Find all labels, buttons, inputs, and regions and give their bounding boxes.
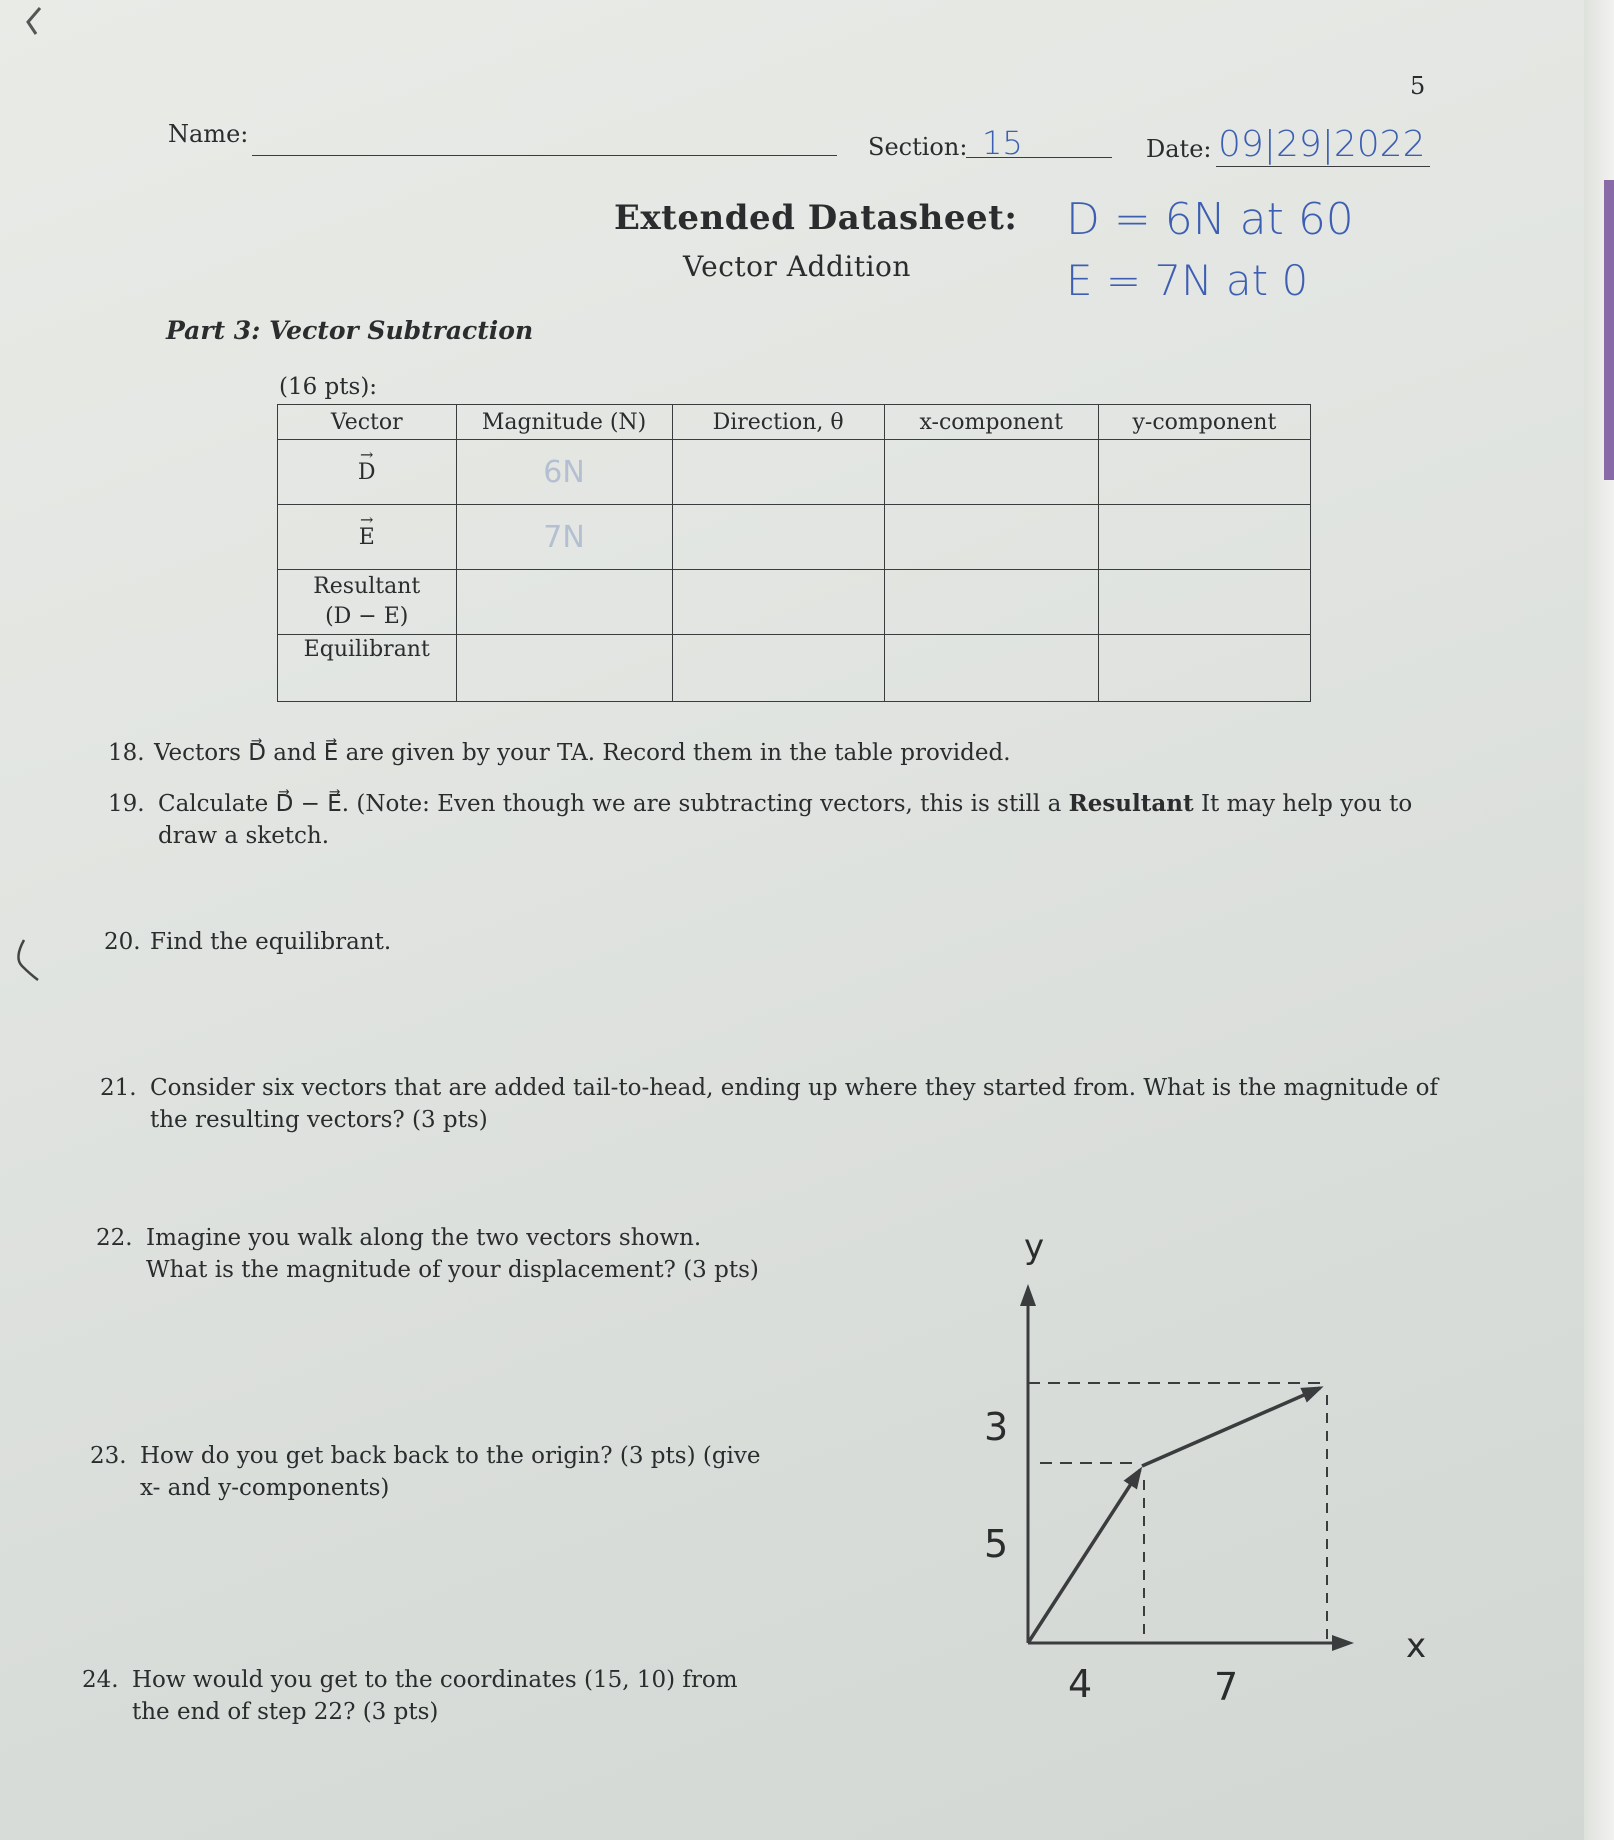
question-number: 20. bbox=[104, 929, 141, 955]
resultant-cell bbox=[278, 570, 457, 635]
question-text: Calculate D⃗ − E⃗. (Note: Even though we are subtracting vectors, this is still a Resultant It may help you to draw a sketch. bbox=[158, 790, 1413, 849]
header-magnitude: Magnitude (N) bbox=[456, 405, 672, 440]
question-19 bbox=[108, 788, 1448, 858]
margin-marks bbox=[0, 0, 60, 1000]
resultant-expression: (D − E) bbox=[325, 604, 409, 629]
page-title: Extended Datasheet: bbox=[614, 198, 1018, 238]
label-3: 3 bbox=[984, 1405, 1009, 1449]
table-header-row bbox=[278, 405, 1311, 440]
label-5: 5 bbox=[984, 1522, 1009, 1566]
vector-e-cell bbox=[278, 505, 457, 570]
x-component-cell[interactable] bbox=[884, 505, 1098, 570]
question-text: Consider six vectors that are added tail-to-head, ending up where they started from. What is the magnitude of the resulting vectors? (3 pts) bbox=[150, 1075, 1438, 1133]
magnitude-cell[interactable] bbox=[456, 440, 672, 505]
question-text: How do you get back back to the origin? (3 pts) (give x- and y-components) bbox=[140, 1443, 761, 1501]
question-number: 23. bbox=[90, 1443, 127, 1469]
y-component-cell[interactable] bbox=[1098, 505, 1310, 570]
vector-diagram bbox=[960, 1220, 1430, 1740]
y-component-cell[interactable] bbox=[1098, 635, 1310, 702]
table-row bbox=[278, 505, 1311, 570]
y-component-cell[interactable] bbox=[1098, 570, 1310, 635]
question-number: 18. bbox=[108, 740, 145, 766]
question-number: 24. bbox=[82, 1667, 119, 1693]
question-number: 21. bbox=[100, 1075, 137, 1101]
magnitude-cell[interactable] bbox=[456, 635, 672, 702]
header-y-component: y-component bbox=[1098, 405, 1310, 440]
label-7: 7 bbox=[1214, 1665, 1239, 1709]
header-x-component: x-component bbox=[884, 405, 1098, 440]
table-row bbox=[278, 570, 1311, 635]
vector-e-label: → E bbox=[359, 525, 375, 550]
question-18 bbox=[108, 737, 1448, 769]
direction-cell[interactable] bbox=[672, 635, 884, 702]
x-component-cell[interactable] bbox=[884, 635, 1098, 702]
date-value: 09|29|2022 bbox=[1218, 124, 1426, 165]
label-4: 4 bbox=[1068, 1662, 1093, 1706]
equilibrant-cell bbox=[278, 635, 457, 702]
question-23 bbox=[90, 1440, 770, 1510]
header-vector: Vector bbox=[278, 405, 457, 440]
name-field-line[interactable] bbox=[252, 155, 837, 156]
resultant-emphasis: Resultant bbox=[1068, 790, 1194, 817]
second-vector bbox=[1142, 1388, 1320, 1466]
bracket-mark bbox=[18, 940, 38, 980]
x-component-cell[interactable] bbox=[884, 570, 1098, 635]
y-component-cell[interactable] bbox=[1098, 440, 1310, 505]
vector-d-label: → D bbox=[358, 460, 376, 485]
question-text: Imagine you walk along the two vectors shown. What is the magnitude of your displacement? (3 pts) bbox=[146, 1225, 759, 1283]
magnitude-cell[interactable] bbox=[456, 505, 672, 570]
page-subtitle: Vector Addition bbox=[683, 250, 911, 283]
date-field-line[interactable] bbox=[1216, 166, 1430, 167]
equilibrant-label: Equilibrant bbox=[303, 637, 430, 662]
question-22 bbox=[96, 1222, 766, 1292]
first-vector bbox=[1028, 1470, 1140, 1643]
vector-table bbox=[277, 404, 1311, 702]
corner-mark bbox=[28, 8, 40, 34]
section-value: 15 bbox=[982, 124, 1023, 162]
question-24 bbox=[82, 1664, 772, 1734]
name-label: Name: bbox=[168, 120, 249, 148]
x-axis-label: x bbox=[1406, 1626, 1427, 1666]
points-label: (16 pts): bbox=[279, 374, 378, 400]
question-number: 22. bbox=[96, 1225, 133, 1251]
x-component-cell[interactable] bbox=[884, 440, 1098, 505]
magnitude-e-value: 7N bbox=[543, 519, 585, 555]
resultant-label: Resultant bbox=[313, 574, 421, 599]
table-row bbox=[278, 635, 1311, 702]
header-direction: Direction, θ bbox=[672, 405, 884, 440]
direction-cell[interactable] bbox=[672, 505, 884, 570]
question-text: Vectors D⃗ and E⃗ are given by your TA. Record them in the table provided. bbox=[154, 740, 1011, 766]
part-heading: Part 3: Vector Subtraction bbox=[166, 316, 534, 345]
section-label: Section: bbox=[868, 133, 968, 161]
vector-d-cell bbox=[278, 440, 457, 505]
date-label: Date: bbox=[1146, 135, 1212, 163]
page-number: 5 bbox=[1410, 72, 1426, 100]
direction-cell[interactable] bbox=[672, 570, 884, 635]
folder-edge bbox=[1604, 180, 1614, 480]
table-row bbox=[278, 440, 1311, 505]
question-text: How would you get to the coordinates (15, 10) from the end of step 22? (3 pts) bbox=[132, 1667, 738, 1725]
magnitude-d-value: 6N bbox=[543, 454, 585, 490]
question-number: 19. bbox=[108, 791, 145, 817]
question-21 bbox=[100, 1072, 1450, 1142]
magnitude-cell[interactable] bbox=[456, 570, 672, 635]
question-20 bbox=[104, 926, 391, 958]
direction-cell[interactable] bbox=[672, 440, 884, 505]
handwritten-e-note: E = 7N at 0 bbox=[1066, 256, 1309, 305]
y-axis-label: y bbox=[1024, 1227, 1045, 1267]
question-text: Find the equilibrant. bbox=[150, 929, 392, 955]
handwritten-d-note: D = 6N at 60 bbox=[1066, 194, 1354, 245]
